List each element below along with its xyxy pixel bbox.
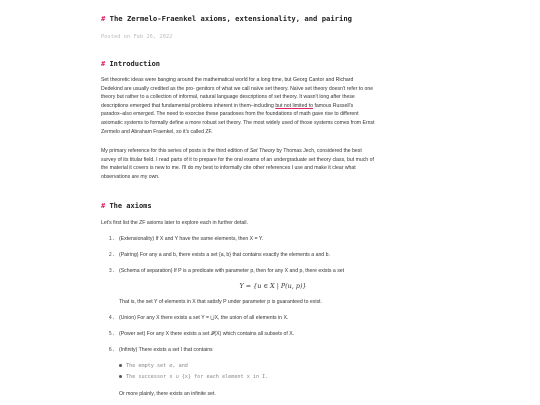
intro-text: My primary reference for this series of posts is the third edition of bbox=[101, 148, 250, 154]
intro-line: Set theoretic ideas were banging around the mathematical world for a long time, but Georg Cantor and Richard bbox=[101, 77, 354, 83]
bullet-item bbox=[119, 363, 188, 369]
intro-line: survey of its titular field. I read parts of it to prepare for the oral exams of an undergraduate set theory class, but much of bbox=[101, 156, 374, 163]
item-number: 3. bbox=[108, 268, 115, 274]
item-text: (Extensionality) If X and Y have the same elements, then X = Y. bbox=[119, 236, 264, 242]
intro-line bbox=[101, 147, 445, 156]
item-text: (Union) For any X there exists a set Y = ⋃X, the union of all elements in X. bbox=[119, 315, 289, 321]
post-title-text: The Zermelo-Fraenkel axioms, extensionality, and pairing bbox=[109, 14, 352, 23]
item-text: (Infinity) There exists a set I that contains bbox=[119, 347, 213, 353]
intro-line: axiomatic systems to formally define a more robust set theory. The most widely used of those systems comes from Ernst bbox=[101, 119, 375, 126]
intro-text: famous Russell's bbox=[313, 102, 354, 109]
bullet-dot bbox=[119, 364, 122, 367]
item-number: 5. bbox=[108, 331, 115, 337]
inline-link[interactable]: but not limited to bbox=[275, 102, 314, 109]
post-date: Posted on Feb 26, 2022 bbox=[101, 34, 173, 40]
intro-line: the material it covers is new to me. I'll do my best to informally cite other references I use and make it clear what bbox=[101, 165, 356, 172]
intro-heading-text: Introduction bbox=[109, 60, 161, 68]
list-item bbox=[101, 252, 330, 258]
item-number: 4. bbox=[108, 315, 115, 321]
heading-hash: # bbox=[101, 14, 106, 23]
infinity-plain: Or more plainly, there exists an infinite set. bbox=[119, 391, 216, 397]
axioms-heading bbox=[101, 202, 152, 210]
heading-hash: # bbox=[101, 60, 106, 68]
item-text: (Power set) For any X there exists a set 𝒫(X) which contains all subsets of X. bbox=[119, 331, 295, 337]
heading-hash: # bbox=[101, 202, 106, 210]
item-number: 1. bbox=[108, 236, 115, 242]
intro-paragraph-2 bbox=[101, 147, 445, 181]
intro-line bbox=[101, 102, 445, 111]
intro-line: Zermelo and Abraham Fraenkel, so it's called ZF. bbox=[101, 128, 213, 135]
item-text: (Pairing) For any a and b, there exists a set {a, b} that contains exactly the elements a and b. bbox=[119, 252, 330, 258]
intro-line: paradox–also emerged. The need to exorcise these paradoxes from the foundations of math gave rise to different bbox=[101, 111, 359, 118]
bullet-text: The successor x ∪ {x} for each element x in I. bbox=[126, 374, 269, 380]
bullet-item bbox=[119, 374, 268, 380]
list-item bbox=[101, 331, 294, 338]
intro-line: Dedekind are usually credited as the pro- genitors of what we call naïve set theory. Naïve set theory doesn't refer to one bbox=[101, 85, 374, 92]
list-item bbox=[101, 347, 213, 353]
axioms-heading-text: The axioms bbox=[109, 202, 152, 210]
axioms-intro: Let's first list the ZF axioms later to explore each in further detail. bbox=[101, 220, 248, 226]
item-number: 6. bbox=[108, 347, 115, 353]
book-title: Set Theory bbox=[249, 148, 276, 154]
intro-paragraph-1 bbox=[101, 76, 445, 136]
list-item bbox=[101, 236, 263, 242]
intro-line: theory but rather to a collection of informal, natural language descriptions of set theory. It wasn't long after these bbox=[101, 94, 355, 101]
intro-text: descriptions emerged that fundamental problems inherent in them–including bbox=[101, 102, 276, 109]
intro-text: by Thomas Jech, considered the best bbox=[275, 148, 362, 154]
bullet-dot bbox=[119, 375, 122, 378]
intro-heading bbox=[101, 60, 160, 68]
intro-line: observations are my own. bbox=[101, 173, 160, 180]
bullet-text: The empty set ∅, and bbox=[126, 363, 188, 369]
separation-equation: Y = {u ∈ X | P(u, p)} bbox=[239, 282, 307, 290]
separation-note: That is, the set Y of elements in X that satisfy P under parameter p is guaranteed to exist. bbox=[119, 299, 322, 305]
item-number: 2. bbox=[108, 252, 115, 258]
list-item bbox=[101, 315, 288, 321]
item-text: (Schema of separation) If P is a predicate with parameter p, then for any X and p, there exists a set bbox=[119, 268, 345, 274]
post-title bbox=[101, 14, 352, 23]
list-item bbox=[101, 268, 344, 274]
